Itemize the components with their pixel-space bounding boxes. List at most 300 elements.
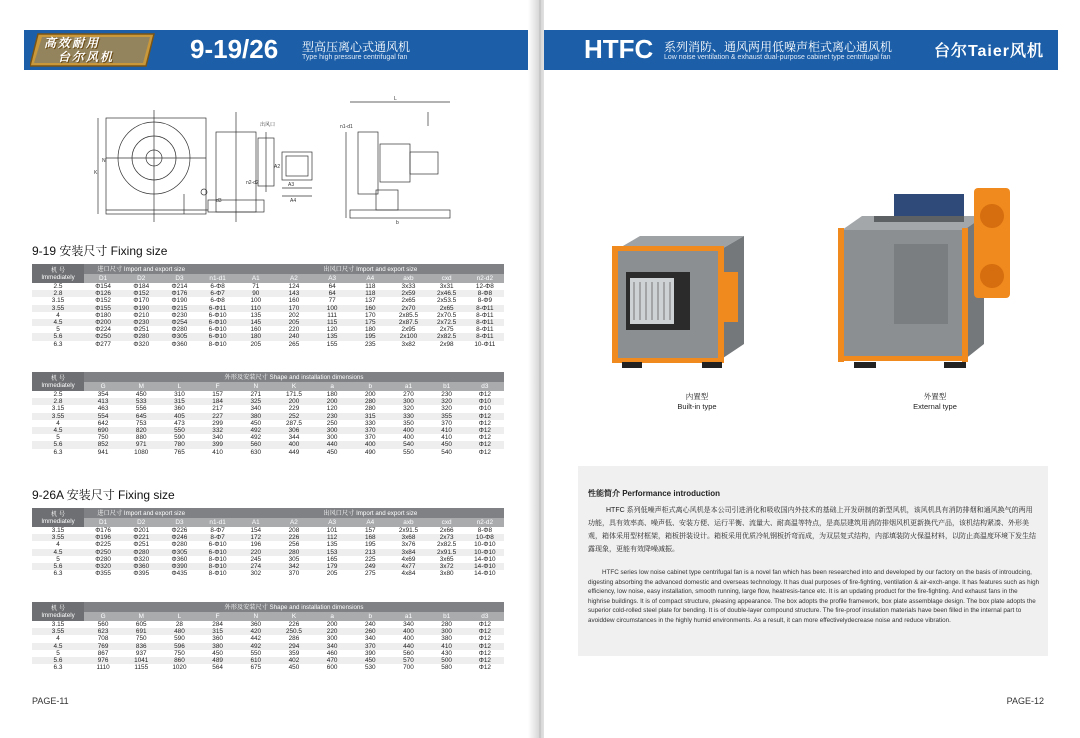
table-cell: 202 — [288, 311, 300, 319]
table-cell: 6-Φ11 — [199, 305, 237, 312]
table-cell: 750 — [174, 649, 185, 657]
machine-no-cell: 5.6 — [32, 657, 84, 664]
table-cell: 400 — [351, 441, 389, 448]
htfc-subtitle-cn: 系列消防、通风两用低噪声柜式离心通风机 — [664, 40, 893, 54]
table-cell: Φ180 — [95, 311, 111, 319]
table-cell: 157 — [212, 391, 223, 399]
table-cell: 590 — [174, 635, 185, 643]
table-cell: 440 — [389, 643, 427, 650]
external-en-label: External type — [913, 402, 957, 411]
out-size-header: 出风口尺寸 Import and export size — [237, 508, 504, 518]
machine-no-cell: 3.55 — [32, 305, 84, 312]
table-cell: 135 — [326, 541, 338, 549]
table-cell: 8-Φ11 — [466, 333, 504, 340]
table-cell: Φ210 — [133, 311, 150, 319]
table-cell: 249 — [351, 563, 389, 570]
table-cell: 556 — [135, 405, 147, 413]
table-cell: 2x66 — [439, 527, 454, 535]
table-row — [32, 305, 504, 312]
table-cell: 1155 — [134, 664, 149, 672]
dim-k-label: K — [94, 170, 98, 176]
table-cell: 3x76 — [401, 541, 416, 549]
table-cell: 480 — [160, 628, 198, 635]
table-cell: Φ355 — [95, 570, 111, 578]
shape-col-headers — [32, 612, 504, 621]
table-cell: 256 — [288, 541, 300, 549]
table-cell: 170 — [364, 311, 376, 319]
table-cell: Φ12 — [478, 635, 491, 643]
table-cell: 6-Φ10 — [208, 326, 227, 334]
machine-no-cell: 5.6 — [32, 563, 84, 570]
htfc-model-title: HTFC — [584, 34, 654, 64]
table-cell: Φ10 — [466, 398, 504, 405]
table-row — [32, 449, 504, 456]
table-cell: 400 — [403, 434, 414, 442]
table-cell: 1041 — [122, 657, 160, 664]
table-cell: 226 — [275, 534, 313, 541]
table-cell: 370 — [441, 419, 452, 427]
table-cell: Φ12 — [478, 664, 491, 672]
table-cell: Φ320 — [133, 340, 150, 348]
table-cell: Φ320 — [133, 555, 150, 563]
table-cell: 1080 — [134, 448, 149, 456]
table-row — [32, 398, 504, 405]
table-cell: 10-Φ11 — [474, 340, 496, 348]
table-cell: 325 — [237, 398, 275, 405]
out-size-header: 出风口尺寸 Import and export size — [237, 264, 504, 274]
table-row — [32, 391, 504, 398]
machine-no-cell: 4 — [56, 419, 60, 427]
col-header: A3 — [313, 274, 351, 283]
immediately-label: Immediately — [41, 517, 75, 525]
table-cell: Φ12 — [478, 621, 491, 629]
table-cell: 530 — [364, 664, 376, 672]
table-cell: 8-Φ11 — [466, 305, 504, 312]
table-cell: 2x95 — [401, 326, 416, 334]
table-row — [32, 657, 504, 664]
machine-no-cell: 2.8 — [32, 398, 84, 405]
table-cell: 8-Φ8 — [466, 290, 504, 297]
table-cell: 229 — [288, 405, 300, 413]
table-cell: 179 — [313, 563, 351, 570]
table-cell: 165 — [326, 555, 338, 563]
machine-no-cell: 5 — [56, 555, 60, 563]
table-row — [32, 326, 504, 333]
col-header: G — [84, 612, 122, 621]
table-cell: 205 — [326, 570, 338, 578]
table-row — [32, 527, 504, 534]
col-header: n2-d2 — [466, 274, 504, 283]
table-row — [32, 290, 504, 297]
table-cell: Φ176 — [160, 290, 198, 297]
table-cell: 430 — [441, 649, 452, 657]
table-cell: 360 — [212, 635, 223, 643]
table-cell: Φ390 — [160, 563, 198, 570]
col-header: axb — [389, 274, 427, 283]
table-cell: 765 — [174, 448, 185, 456]
table-cell: 8-Φ7 — [199, 534, 237, 541]
table-cell: Φ154 — [95, 283, 111, 291]
builtin-en-label: Built-in type — [677, 402, 717, 411]
table-cell: 320 — [403, 405, 414, 413]
dim-b-label: b — [396, 220, 399, 226]
table-cell: 235 — [364, 340, 376, 348]
machine-no-cell: 3.55 — [32, 628, 84, 635]
table-cell: Φ254 — [160, 319, 198, 326]
table-cell: 820 — [122, 427, 160, 434]
table-cell: 8-Φ10 — [208, 555, 227, 563]
external-caption — [900, 392, 970, 412]
table-cell: 302 — [250, 570, 262, 578]
table-cell: 3x82 — [401, 340, 416, 348]
table-cell: 306 — [275, 427, 313, 434]
col-header: b1 — [428, 382, 466, 391]
table-cell: 560 — [237, 441, 275, 448]
machine-no-header — [32, 264, 84, 283]
table-cell: 300 — [389, 398, 427, 405]
table-cell: 605 — [135, 621, 147, 629]
table-cell: Φ251 — [133, 326, 150, 334]
table-cell: 250.5 — [275, 628, 313, 635]
table-cell: Φ196 — [84, 534, 122, 541]
table-cell: 6-Φ10 — [199, 333, 237, 340]
table-cell: 750 — [135, 635, 147, 643]
table-cell: 700 — [403, 664, 414, 672]
table-cell: 596 — [160, 643, 198, 650]
machine-no-cell: 6.3 — [53, 664, 63, 672]
table-cell: 463 — [97, 405, 109, 413]
table-cell: 473 — [174, 419, 185, 427]
io-col-headers — [32, 274, 504, 283]
table-cell: 10-Φ8 — [466, 534, 504, 541]
table-cell: 675 — [250, 664, 262, 672]
table-cell: 274 — [237, 563, 275, 570]
table-cell: Φ155 — [84, 305, 122, 312]
table-cell: 14-Φ10 — [466, 563, 504, 570]
table-row — [32, 283, 504, 290]
table-cell: 332 — [199, 427, 237, 434]
table-cell: 213 — [351, 549, 389, 556]
table-cell: 400 — [389, 628, 427, 635]
table-cell: 2x70 — [389, 305, 427, 312]
col-header: n2-d2 — [466, 518, 504, 527]
table-cell: 410 — [428, 427, 466, 434]
table-cell: 3x31 — [439, 283, 454, 291]
table-cell: 10-Φ10 — [474, 541, 496, 549]
table-cell: 350 — [403, 419, 414, 427]
badge-line-1: 高效耐用 — [44, 36, 101, 50]
col-header: a — [313, 612, 351, 621]
table-cell: 360 — [250, 621, 262, 629]
table-cell: 399 — [199, 441, 237, 448]
col-header: D3 — [160, 274, 198, 283]
table-cell: Φ225 — [95, 541, 111, 549]
col-header: A2 — [275, 274, 313, 283]
table-cell: 450 — [288, 664, 300, 672]
table-cell: 976 — [84, 657, 122, 664]
col-header: n1-d1 — [199, 518, 237, 527]
dim-n-label: N — [102, 158, 106, 164]
table-cell: 180 — [237, 333, 275, 340]
table-cell: Φ12 — [478, 391, 491, 399]
table-cell: 205 — [275, 319, 313, 326]
table-cell: 4x77 — [389, 563, 427, 570]
table-cell: Φ277 — [95, 340, 111, 348]
table-cell: 769 — [84, 643, 122, 650]
shape-size-header: 外形及安装尺寸 Shape and installation dimensions — [84, 372, 504, 382]
table-cell: 294 — [275, 643, 313, 650]
table-cell: 100 — [250, 297, 262, 305]
immediately-label: Immediately — [41, 381, 75, 389]
table-cell: Φ190 — [171, 297, 188, 305]
table-cell: 14-Φ10 — [474, 570, 496, 578]
table-cell: 2x75 — [439, 326, 454, 334]
col-header: A4 — [351, 274, 389, 283]
table-cell: 118 — [365, 283, 376, 291]
table-row — [32, 312, 504, 319]
machine-no-cell: 4.5 — [32, 319, 84, 326]
io-size-header: 进口尺寸 Import and export size — [84, 264, 199, 274]
table-cell: 145 — [237, 319, 275, 326]
machine-no-label: 机 号 — [50, 604, 66, 612]
table-row — [32, 427, 504, 434]
table-cell: 120 — [326, 326, 338, 334]
table-cell: 196 — [250, 541, 262, 549]
table-cell: 217 — [212, 405, 223, 413]
table-cell: 8-Φ10 — [199, 563, 237, 570]
table-cell: 100 — [313, 305, 351, 312]
machine-no-cell: 4 — [56, 311, 60, 319]
table-cell: 6-Φ10 — [208, 311, 227, 319]
io-size-header: 进口尺寸 Import and export size — [84, 508, 199, 518]
table-cell: 270 — [403, 391, 414, 399]
table-cell: 118 — [351, 290, 389, 297]
table-cell: 230 — [441, 391, 452, 399]
table-cell: 2x87.5 — [389, 319, 427, 326]
table-cell: 12-Φ8 — [475, 283, 494, 291]
table-cell: Φ305 — [160, 333, 198, 340]
table-cell: 410 — [428, 643, 466, 650]
table-row — [32, 405, 504, 412]
table-cell: 287.5 — [285, 419, 302, 427]
table-cell: 470 — [313, 657, 351, 664]
table-cell: 420 — [237, 628, 275, 635]
table-cell: 2x98 — [439, 340, 454, 348]
table-cell: 753 — [135, 419, 147, 427]
col-header: cxd — [428, 518, 466, 527]
htfc-subtitle-en: Low noise ventilation & exhaust dual-purpose cabinet type centrifugal fan — [664, 54, 891, 61]
table-cell: Φ12 — [478, 434, 491, 442]
table-cell: 690 — [84, 427, 122, 434]
table-cell: Φ215 — [160, 305, 198, 312]
col-header: A1 — [237, 274, 275, 283]
table-cell: 3x33 — [401, 283, 416, 291]
table-cell: Φ12 — [466, 413, 504, 420]
table-cell: Φ12 — [466, 657, 504, 664]
table-cell: 8-Φ8 — [477, 527, 493, 535]
table-cell: 124 — [288, 283, 300, 291]
table-cell: 1020 — [172, 664, 187, 672]
table-cell: 402 — [275, 657, 313, 664]
table-cell: 225 — [364, 555, 376, 563]
table-cell: 171.5 — [285, 391, 302, 399]
badge-text — [44, 36, 154, 64]
table-cell: 299 — [212, 419, 223, 427]
table-cell: Φ10 — [478, 405, 491, 413]
table-cell: 3x72 — [428, 563, 466, 570]
table-cell: Φ200 — [84, 319, 122, 326]
table-cell: 265 — [288, 340, 300, 348]
table-cell: 354 — [97, 391, 109, 399]
section-title-9-19: 9-19 安装尺寸 Fixing size — [32, 244, 168, 258]
table-row — [32, 341, 504, 348]
table-cell: 380 — [199, 643, 237, 650]
table-cell: 8-Φ9 — [477, 297, 493, 305]
table-cell: 71 — [252, 283, 260, 291]
machine-no-cell: 6.3 — [53, 448, 63, 456]
table-cell: 2x85.5 — [398, 311, 419, 319]
table-cell: 280 — [351, 398, 389, 405]
col-header: D3 — [160, 518, 198, 527]
table-cell: 2x91.5 — [428, 549, 466, 556]
model-title: 9-19/26 — [190, 34, 279, 64]
table-cell: Φ360 — [171, 555, 188, 563]
table-cell: 6-Φ10 — [199, 319, 237, 326]
table-cell: 359 — [288, 649, 300, 657]
machine-no-cell: 5 — [56, 326, 60, 334]
table-cell: 137 — [364, 297, 376, 305]
table-cell: 330 — [364, 419, 376, 427]
table-cell: 300 — [313, 427, 351, 434]
table-cell: 780 — [160, 441, 198, 448]
table-cell: 260 — [351, 628, 389, 635]
machine-no-cell: 2.5 — [53, 283, 63, 291]
builtin-fan-image — [602, 232, 752, 382]
table-9-19-shape — [32, 372, 504, 456]
col-header: D1 — [84, 274, 122, 283]
table-cell: 450 — [351, 657, 389, 664]
table-cell: 180 — [364, 326, 376, 334]
table-cell: Φ12 — [478, 649, 491, 657]
table-cell: 2x73 — [428, 534, 466, 541]
table-cell: 2x70.5 — [437, 311, 457, 319]
table-cell: 115 — [313, 319, 351, 326]
table-cell: 340 — [313, 643, 351, 650]
subtitle-en: Type high pressure centrifugal fan — [302, 54, 408, 61]
table-cell: Φ214 — [171, 283, 188, 291]
table-row — [32, 643, 504, 650]
table-cell: 195 — [351, 333, 389, 340]
table-row — [32, 333, 504, 340]
table-cell: 2x82.5 — [437, 541, 457, 549]
table-cell: 2x82.5 — [428, 333, 466, 340]
table-cell: 3x80 — [439, 570, 454, 578]
machine-no-label: 机 号 — [50, 266, 66, 274]
table-cell: 8-Φ7 — [210, 527, 225, 535]
table-cell: 340 — [250, 405, 262, 413]
table-cell: Φ230 — [122, 319, 160, 326]
table-cell: 691 — [122, 628, 160, 635]
col-header: G — [84, 382, 122, 391]
page-number-right: PAGE-12 — [1006, 696, 1044, 706]
external-fan-image — [834, 180, 1024, 380]
table-cell: Φ176 — [95, 527, 111, 535]
table-cell: 3x68 — [389, 534, 427, 541]
table-cell: 320 — [441, 405, 452, 413]
table-row — [32, 563, 504, 570]
machine-no-cell: 3.15 — [51, 621, 65, 629]
table-cell: 286 — [288, 635, 300, 643]
col-header: L — [160, 382, 198, 391]
table-cell: 540 — [389, 441, 427, 448]
table-cell: 271 — [250, 391, 262, 399]
table-cell: 440 — [313, 441, 351, 448]
table-cell: Φ280 — [95, 555, 111, 563]
table-cell: 64 — [313, 290, 351, 297]
page-number-left: PAGE-11 — [32, 696, 69, 706]
table-cell: 580 — [441, 664, 452, 672]
table-cell: 836 — [122, 643, 160, 650]
machine-no-cell: 6.3 — [53, 340, 63, 348]
table-row — [32, 628, 504, 635]
intro-text-cn: HTFC 系列低噪声柜式离心风机是本公司引进消化和吸收国内外技术的基础上开发研制的新型风机，该风机具有消防排烟和通风换气的两用功能，具有效率高、噪声低、安装方便、运行平衡、流量大、耐高温等特点，是高层建筑用消防排烟风机更新换代产品，该机结构紧凑、外形美观，箱体采用型材框架，箱板拼装设计。箱板采用优质冷轧钢板折弯而成，为双层复式结构，内部填装防火保温材料，以防止高温度环境下发生结露现象，更能有效降噪减振。 — [588, 507, 1036, 553]
dim-d3-label: d3 — [216, 198, 222, 204]
table-cell: 400 — [275, 441, 313, 448]
table-cell: 160 — [250, 326, 262, 334]
outlet-label: 出风口 — [260, 122, 276, 128]
table-cell: 590 — [174, 434, 185, 442]
col-header: M — [122, 382, 160, 391]
table-row — [32, 297, 504, 304]
table-cell: 370 — [351, 643, 389, 650]
dim-a3-label: A3 — [288, 182, 295, 188]
table-cell: 220 — [237, 549, 275, 556]
table-cell: Φ170 — [133, 297, 150, 305]
table-cell: 564 — [212, 664, 223, 672]
col-header: A1 — [237, 518, 275, 527]
machine-no-header — [32, 508, 84, 527]
machine-no-cell: 4.5 — [32, 427, 84, 434]
table-cell: 112 — [313, 534, 351, 541]
col-header: F — [199, 612, 237, 621]
table-cell: 708 — [97, 635, 109, 643]
table-cell: 6-Φ8 — [210, 283, 225, 291]
table-cell: 153 — [313, 549, 351, 556]
table-cell: Φ280 — [122, 549, 160, 556]
section-title-9-26a: 9-26A 安装尺寸 Fixing size — [32, 488, 175, 502]
fan-technical-drawing — [88, 92, 508, 232]
table-cell: 284 — [212, 621, 223, 629]
table-cell: 450 — [250, 419, 262, 427]
table-cell: 200 — [326, 621, 338, 629]
col-header: b — [351, 382, 389, 391]
table-cell: Φ360 — [171, 340, 188, 348]
external-cn-label: 外置型 — [923, 392, 947, 401]
table-row — [32, 556, 504, 563]
immediately-label: Immediately — [41, 273, 75, 281]
table-cell: 220 — [288, 326, 300, 334]
table-cell: Φ152 — [95, 297, 111, 305]
machine-no-cell: 4.5 — [32, 643, 84, 650]
shape-col-headers — [32, 382, 504, 391]
table-cell: 170 — [275, 305, 313, 312]
table-cell: 240 — [275, 333, 313, 340]
shape-size-header: 外形及安装尺寸 Shape and installation dimensions — [84, 602, 504, 612]
table-9-26a-io — [32, 508, 504, 577]
table-cell: 852 — [84, 441, 122, 448]
table-cell: 500 — [428, 657, 466, 664]
machine-no-cell: 5.6 — [32, 441, 84, 448]
